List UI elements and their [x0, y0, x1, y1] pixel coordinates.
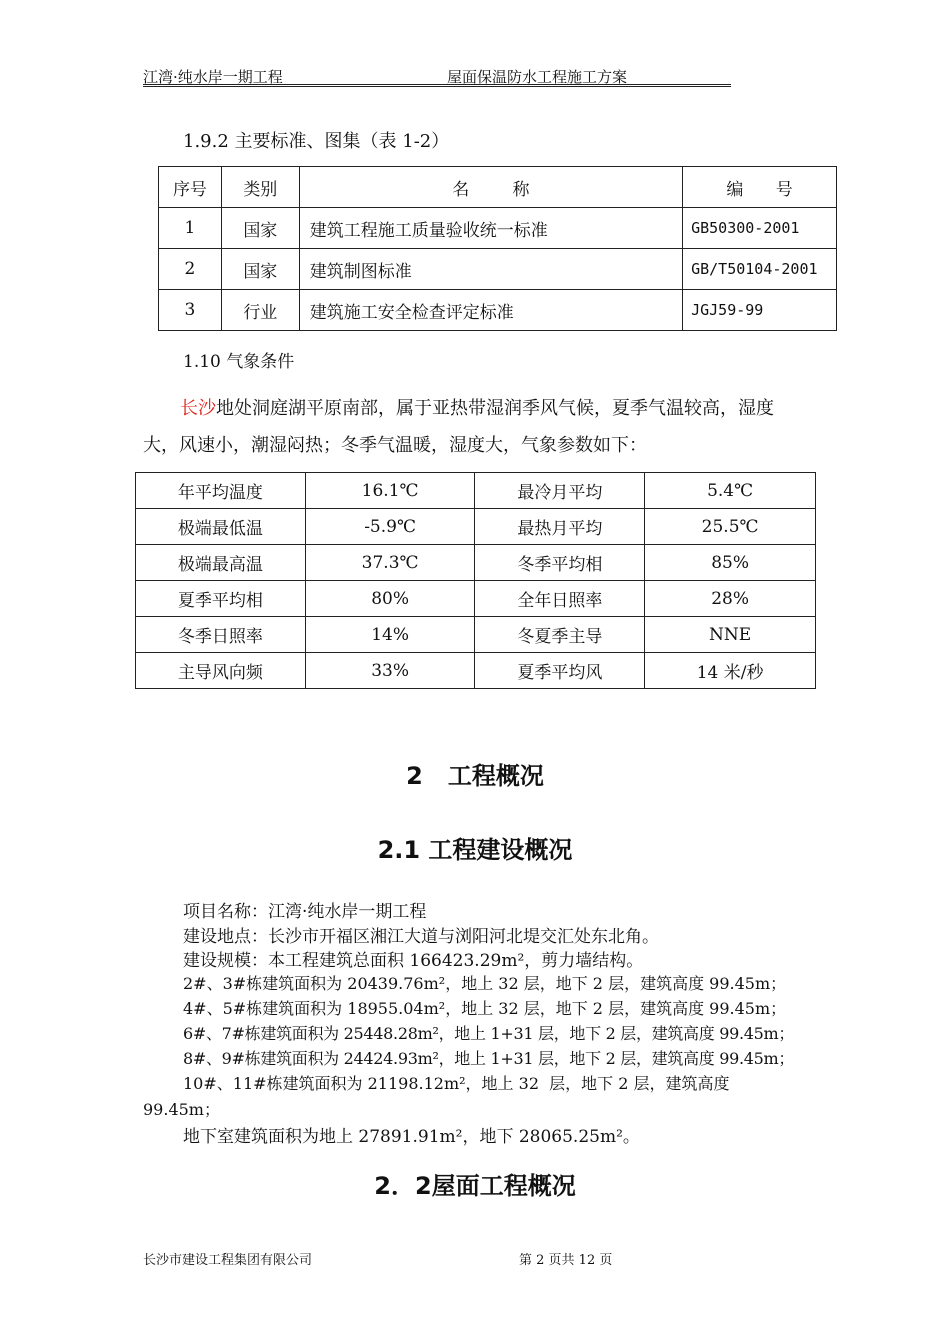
- overview-line: 10#、11#栋建筑面积为 21198.12m²，地上 32 层，地下 2 层，建筑高度: [183, 1074, 730, 1093]
- weather-label: 最热月平均: [475, 509, 645, 545]
- weather-label: 全年日照率: [475, 581, 645, 617]
- chapter-2-title: 2 工程概况: [406, 762, 544, 790]
- weather-value: 25.5℃: [645, 509, 816, 545]
- weather-value: 14%: [305, 617, 475, 653]
- weather-value: 16.1℃: [305, 473, 475, 509]
- overview-line: 地下室建筑面积为地上 27891.91m²，地下 28065.25m²。: [183, 1127, 640, 1147]
- table-cell: GB50300-2001: [683, 208, 837, 249]
- weather-value: 5.4℃: [645, 473, 816, 509]
- weather-value: 37.3℃: [305, 545, 475, 581]
- table-cell: 建筑工程施工质量验收统一标准: [299, 208, 682, 249]
- table-row: [136, 617, 816, 653]
- climate-paragraph-line-2: 大，风速小，潮湿闷热；冬季气温暖，湿度大，气象参数如下：: [143, 435, 647, 456]
- weather-label: 夏季平均风: [475, 653, 645, 689]
- climate-text: 地处洞庭湖平原南部，属于亚热带湿润季风气候，夏季气温较高，湿度: [216, 398, 774, 419]
- weather-value: 80%: [305, 581, 475, 617]
- table-cell: 3: [159, 290, 222, 331]
- standards-header-cell: 类别: [221, 167, 299, 208]
- table-row: [136, 653, 816, 689]
- standards-header-cell: 编 号: [683, 167, 837, 208]
- table-row: [159, 290, 837, 331]
- table-cell: GB/T50104-2001: [683, 249, 837, 290]
- table-row: [136, 509, 816, 545]
- table-cell: JGJ59-99: [683, 290, 837, 331]
- weather-label: 主导风向频: [136, 653, 306, 689]
- standards-header-row: [159, 167, 837, 208]
- table-row: [136, 545, 816, 581]
- table-row: [136, 473, 816, 509]
- weather-value: NNE: [645, 617, 816, 653]
- overview-line: 建设规模：本工程建筑总面积 166423.29m²，剪力墙结构。: [183, 951, 644, 971]
- city-highlight: 长沙: [180, 398, 216, 419]
- overview-line: 项目名称：江湾·纯水岸一期工程: [183, 902, 427, 922]
- weather-value: 33%: [305, 653, 475, 689]
- section-1-9-2-title: 1.9.2 主要标准、图集（表 1-2）: [183, 131, 450, 152]
- weather-label: 年平均温度: [136, 473, 306, 509]
- standards-table: [158, 166, 837, 331]
- weather-label: 冬夏季主导: [475, 617, 645, 653]
- standards-header-cell: 序号: [159, 167, 222, 208]
- table-row: [159, 208, 837, 249]
- overview-line: 99.45m；: [143, 1100, 220, 1119]
- section-2-1-title: 2.1 工程建设概况: [377, 836, 573, 864]
- header-project-name: 江湾·纯水岸一期工程: [143, 68, 283, 86]
- table-cell: 建筑施工安全检查评定标准: [299, 290, 682, 331]
- table-row: [159, 249, 837, 290]
- table-cell: 建筑制图标准: [299, 249, 682, 290]
- section-1-10-title: 1.10 气象条件: [183, 352, 295, 372]
- weather-value: 28%: [645, 581, 816, 617]
- climate-paragraph-line-1: [180, 394, 774, 420]
- weather-value: 85%: [645, 545, 816, 581]
- weather-label: 极端最低温: [136, 509, 306, 545]
- header-divider: [143, 84, 731, 87]
- footer-company: 长沙市建设工程集团有限公司: [143, 1253, 313, 1268]
- table-cell: 行业: [221, 290, 299, 331]
- weather-label: 冬季日照率: [136, 617, 306, 653]
- footer-page-number: 第 2 页共 12 页: [519, 1253, 613, 1268]
- overview-line: 4#、5#栋建筑面积为 18955.04m²，地上 32 层，地下 2 层，建筑高度 99.45m；: [183, 999, 787, 1018]
- weather-label: 夏季平均相: [136, 581, 306, 617]
- standards-header-cell: 名 称: [299, 167, 682, 208]
- weather-label: 极端最高温: [136, 545, 306, 581]
- weather-value: 14 米/秒: [645, 653, 816, 689]
- table-cell: 国家: [221, 208, 299, 249]
- table-cell: 国家: [221, 249, 299, 290]
- overview-line: 6#、7#栋建筑面积为 25448.28m²，地上 1+31 层，地下 2 层，建筑高度 99.45m；: [183, 1024, 795, 1043]
- table-row: [136, 581, 816, 617]
- header-document-title: 屋面保温防水工程施工方案: [447, 68, 628, 86]
- overview-line: 2#、3#栋建筑面积为 20439.76m²，地上 32 层，地下 2 层，建筑高度 99.45m；: [183, 974, 787, 993]
- weather-table: [135, 472, 816, 689]
- overview-line: 建设地点：长沙市开福区湘江大道与浏阳河北堤交汇处东北角。: [183, 927, 659, 947]
- weather-label: 最冷月平均: [475, 473, 645, 509]
- table-cell: 1: [159, 208, 222, 249]
- weather-value: -5.9℃: [305, 509, 475, 545]
- section-2-2-title: 2．2屋面工程概况: [374, 1172, 576, 1200]
- table-cell: 2: [159, 249, 222, 290]
- overview-line: 8#、9#栋建筑面积为 24424.93m²，地上 1+31 层，地下 2 层，建筑高度 99.45m；: [183, 1049, 795, 1068]
- weather-label: 冬季平均相: [475, 545, 645, 581]
